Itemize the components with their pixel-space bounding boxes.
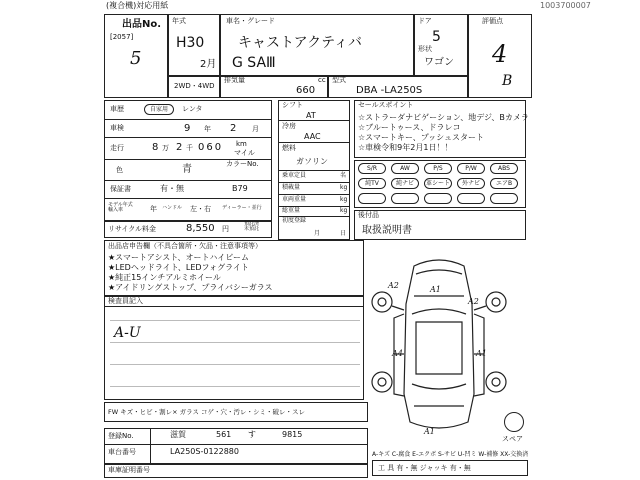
form-top-right: 1003700007 — [540, 1, 591, 10]
reg-area: 滋賀 — [170, 430, 186, 439]
mileage-mile-unit: マイル — [234, 149, 255, 157]
displacement-value: 660 — [296, 85, 316, 96]
ac-label: 冷房 — [282, 122, 296, 130]
inspector-box — [104, 296, 364, 400]
shape-value: ワゴン — [424, 57, 454, 68]
damage-mark-2: A1 — [430, 285, 441, 294]
lot-code: [2057] — [110, 33, 134, 41]
sales-point-line-4: ☆車検令和9年2月1日！！ — [358, 143, 453, 152]
inspection-year-unit: 年 — [204, 125, 211, 133]
equipment-item: P/S — [424, 163, 452, 174]
registration-label: 初度登録 — [282, 217, 307, 224]
recycle-unit: 円 — [222, 225, 229, 233]
type-label: 型式 — [332, 76, 346, 84]
equipment-item — [490, 193, 518, 204]
equipment-item: 外ナビ — [457, 178, 485, 189]
fuel-value: ガソリン — [296, 157, 328, 166]
shape-label: 形状 — [418, 45, 432, 53]
registration-month-unit: 月 — [314, 230, 321, 237]
inspector-label: 検査員記入 — [108, 297, 143, 305]
color-no-label: カラーNo. — [226, 160, 259, 168]
displacement-unit: cc — [318, 76, 326, 84]
sales-point-label: セールスポイント — [358, 101, 414, 109]
lot-label: 出品No. — [122, 19, 162, 30]
doors-label: ドア — [418, 17, 432, 25]
equipment-item: P/W — [457, 163, 485, 174]
equipment-item: S/R — [358, 163, 386, 174]
spare-tire-icon — [504, 412, 524, 432]
mileage-sen-unit: 千 — [186, 144, 193, 152]
color-no-value: B79 — [232, 184, 248, 193]
equipment-item: 純ナビ — [391, 178, 419, 189]
fw-row-text: FW キズ・ヒビ・割レ× ガラス コゲ・穴・汚レ・シミ・破レ・スレ — [108, 408, 305, 416]
dealer-label: ディーラー・並行 — [222, 205, 262, 211]
inspector-note: A-U — [114, 325, 141, 341]
recycle-status: 預託済 未預託 — [244, 221, 260, 232]
capacity-label: 乗車定員 — [282, 172, 307, 179]
inspection-label: 車検 — [110, 124, 124, 132]
history-option-rental: レンタ — [182, 105, 203, 113]
registration-box — [104, 428, 368, 464]
equipment-item: 純TV — [358, 178, 386, 189]
type-value: DBA -LA250S — [356, 85, 423, 96]
year-era: H30 — [176, 35, 205, 51]
notes-line-4: ★アイドリングストップ、プライバシーガラス — [108, 283, 273, 292]
form-top-label: (複合機)対応用紙 — [106, 1, 169, 10]
spare-label: スペア — [502, 435, 523, 443]
mileage-man-unit: 万 — [162, 144, 169, 152]
damage-mark-5: A1 — [476, 349, 487, 358]
legend-line-1: A-キズ C-腐食 E-エクボ S-サビ U-凹ミ W-補修 XX-交換済 — [372, 451, 529, 458]
total-label: 総重量 — [282, 207, 301, 214]
sales-point-line-1: ☆ストラーダナビゲーション、地デジ、Bカメラ — [358, 113, 529, 122]
evaluation-label: 評価点 — [482, 17, 503, 25]
warranty-label: 保証書 — [110, 185, 131, 193]
inspection-year: 9 — [184, 123, 191, 134]
inspection-month: 2 — [230, 123, 237, 134]
other-label: 後付品 — [358, 211, 379, 219]
ac-value: AAC — [304, 132, 321, 141]
vin-label: 車台番号 — [108, 448, 136, 456]
reg-kana: す — [248, 430, 256, 439]
mileage-label: 走行 — [110, 144, 124, 152]
mileage-km-unit: km — [236, 140, 247, 148]
model-name: キャストアクティバ — [238, 35, 363, 51]
model-year-unit: 年 — [150, 205, 157, 213]
history-label: 車歴 — [110, 105, 124, 113]
reg-class: 561 — [216, 430, 232, 439]
displacement-label: 排気量 — [224, 76, 245, 84]
mileage-sen: 2 — [176, 142, 183, 153]
recycle-value: 8,550 — [186, 223, 215, 234]
load-label: 積載量 — [282, 184, 301, 191]
model-grade: G SAⅢ — [232, 55, 276, 71]
fuel-label: 燃料 — [282, 144, 296, 152]
color-value: 青 — [182, 164, 192, 175]
history-option-private: 自家用 — [144, 104, 174, 115]
notes-line-1: ★スマートアシスト、オートハイビーム — [108, 253, 250, 262]
recycle-label: リサイクル料金 — [108, 225, 157, 233]
doors-value: 5 — [432, 29, 441, 45]
model-label: 車名・グレード — [226, 17, 275, 25]
damage-mark-3: A2 — [468, 297, 479, 306]
equipment-item: ABS — [490, 163, 518, 174]
warranty-value: 有・無 — [160, 184, 184, 193]
total-unit: kg — [340, 207, 348, 214]
damage-mark-6: A1 — [424, 427, 435, 436]
equipment-item — [358, 193, 386, 204]
weight-unit: kg — [340, 196, 348, 203]
load-unit: kg — [340, 184, 348, 191]
equipment-item: AW — [391, 163, 419, 174]
legend-line-2: 工 具 有・無 ジャッキ 有・無 — [378, 464, 471, 472]
evaluation-interior: B — [502, 73, 513, 89]
handle-label: ハンドル — [162, 205, 183, 211]
shift-label: シフト — [282, 101, 303, 109]
equipment-item: 革シート — [425, 180, 450, 187]
equipment-item — [391, 193, 419, 204]
color-label: 色 — [116, 166, 123, 174]
model-year-label: モデル年式 輸入車 — [108, 202, 133, 213]
equipment-item — [457, 193, 485, 204]
reg-label: 登録No. — [108, 432, 134, 440]
equipment-item — [424, 193, 452, 204]
sales-point-line-2: ☆ブルートゥース、ドラレコ — [358, 123, 461, 132]
damage-mark-4: A4 — [392, 349, 403, 358]
year-month: 2月 — [200, 59, 217, 70]
other-value: 取扱説明書 — [362, 225, 412, 236]
registration-day-unit: 日 — [340, 230, 347, 237]
reg-number: 9815 — [282, 430, 303, 439]
vin-value: LA250S-0122880 — [170, 447, 239, 456]
damage-mark-1: A2 — [388, 281, 399, 290]
mileage-man: 8 — [152, 142, 159, 153]
mileage-rest: 060 — [198, 142, 224, 153]
shift-value: AT — [306, 111, 316, 120]
handle-value: 左・右 — [190, 205, 211, 213]
drive-value: 2WD・4WD — [174, 82, 215, 90]
lot-number: 5 — [130, 48, 142, 69]
car-diagram — [364, 244, 514, 444]
equipment-item: エアB — [490, 178, 518, 189]
notes-line-3: ★純正15インチアルミホイール — [108, 273, 221, 282]
evaluation-score: 4 — [492, 40, 508, 68]
capacity-unit: 名 — [340, 172, 347, 179]
weight-label: 車両重量 — [282, 196, 307, 203]
notes-line-2: ★LEDヘッドライト、LEDフォグライト — [108, 263, 249, 272]
garage-cert-label: 車庫証明番号 — [108, 466, 150, 474]
inspection-month-unit: 月 — [252, 125, 259, 133]
year-label: 年式 — [172, 17, 186, 25]
sales-point-line-3: ☆スマートキー、プッシュスタート — [358, 133, 484, 142]
notes-label: 出品店申告欄（不具合箇所・欠品・注意事項等） — [108, 242, 262, 250]
